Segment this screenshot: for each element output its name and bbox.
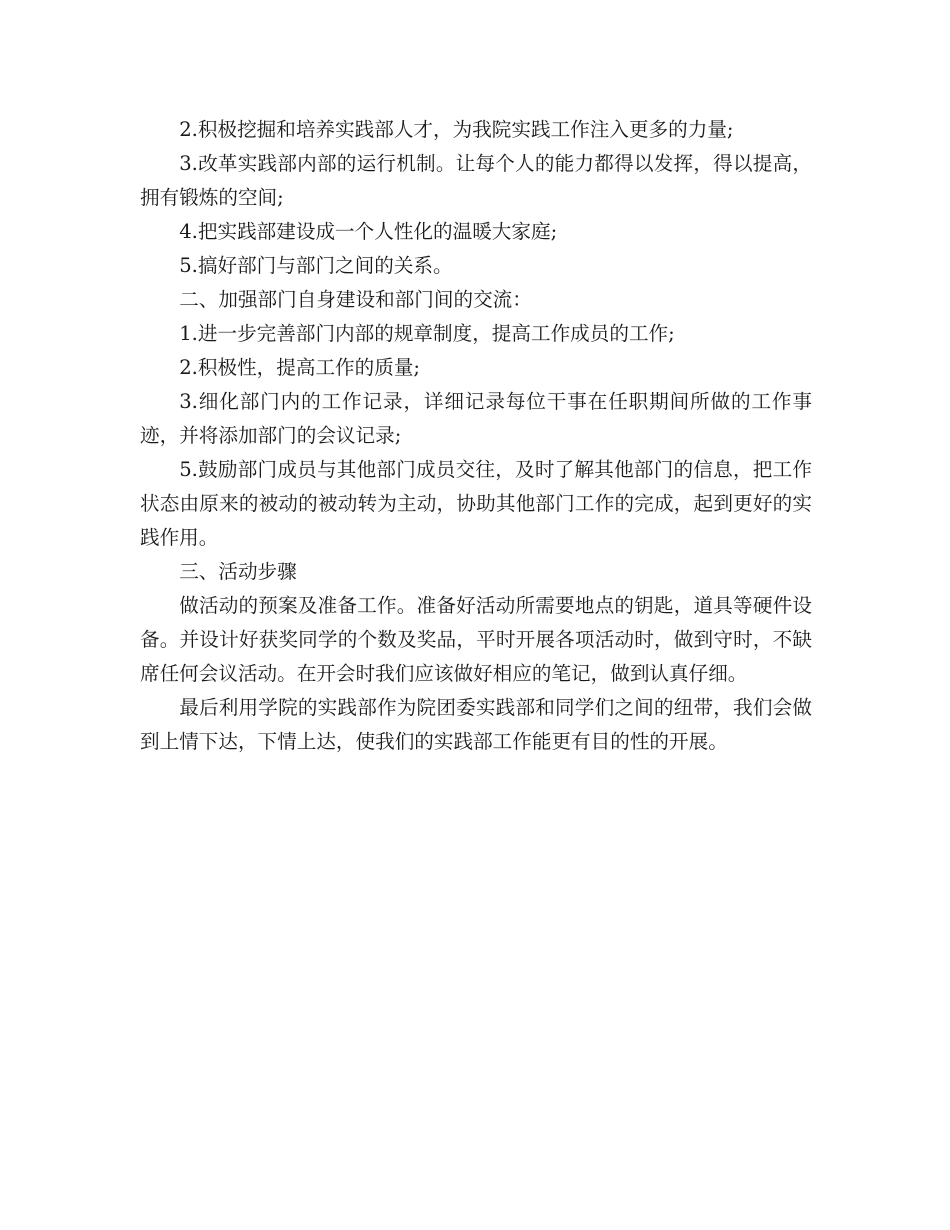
paragraph: 5.鼓励部门成员与其他部门成员交往，及时了解其他部门的信息，把工作状态由原来的被动的被动转为主动，协助其他部门工作的完成，起到更好的实践作用。 (140, 458, 812, 549)
paragraph: 2.积极性，提高工作的质量; (179, 356, 421, 379)
paragraph: 1.进一步完善部门内部的规章制度，提高工作成员的工作; (179, 322, 675, 345)
paragraph: 5.搞好部门与部门之间的关系。 (179, 254, 453, 277)
paragraph: 4.把实践部建设成一个人性化的温暖大家庭; (179, 220, 558, 243)
paragraph: 最后利用学院的实践部作为院团委实践部和同学们之间的纽带，我们会做到上情下达，下情上达，使我们的实践部工作能更有目的性的开展。 (140, 696, 812, 753)
paragraph: 2.积极挖掘和培养实践部人才，为我院实践工作注入更多的力量; (179, 118, 734, 141)
paragraph: 3.改革实践部内部的运行机制。让每个人的能力都得以发挥，得以提高，拥有锻炼的空间; (140, 152, 812, 209)
paragraph: 3.细化部门内的工作记录，详细记录每位干事在任职期间所做的工作事迹，并将添加部门的会议记录; (140, 390, 812, 447)
section-heading: 二、加强部门自身建设和部门间的交流： (179, 288, 532, 311)
section-heading: 三、活动步骤 (179, 560, 297, 583)
paragraph: 做活动的预案及准备工作。准备好活动所需要地点的钥匙，道具等硬件设备。并设计好获奖同学的个数及奖品，平时开展各项活动时，做到守时，不缺席任何会议活动。在开会时我们应该做好相应的笔记，做到认真仔细。 (140, 594, 812, 685)
document-body (140, 113, 812, 759)
